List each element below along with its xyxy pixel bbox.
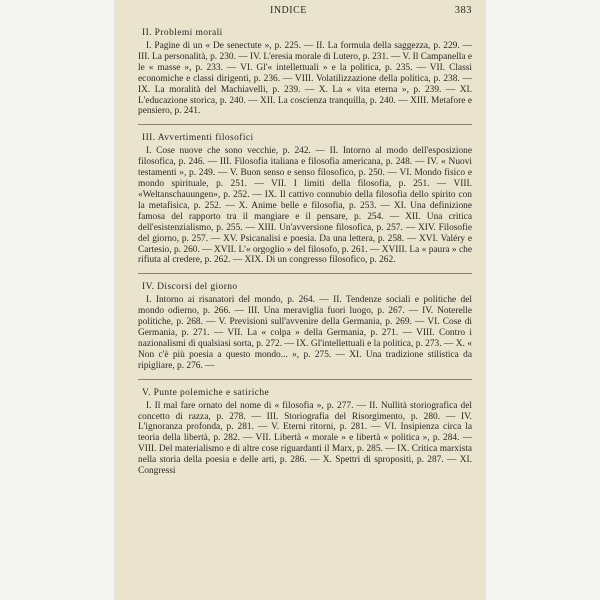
section-heading: IV. Discorsi del giorno <box>142 282 238 293</box>
index-content <box>138 28 472 484</box>
index-section <box>138 133 472 266</box>
page-number: 383 <box>454 5 472 16</box>
section-entries: I. Cose nuove che sono vecchie, p. 242. — II. Intorno al modo dell'esposizione filosofica, p. 246. — III. Filosofia italiana e filosofia americana, p. 248. — IV. « Nuovi testamenti », p. 249. — V. Buon senso e senso filosofico, p. 250. — VI. Mondo fisico e mondo spirituale, p. 251. — VII. I limiti della filosofia, p. 251. — VIII. «Weltanschauungen», p. 252. — IX. Il cattivo connubio della filosofia dello spirito con la metafisica, p. 252. — X. Anime belle e filosofia, p. 253. — XI. Una definizione famosa del rapporto tra il mangiare e il pensare, p. 254. — XII. Una critica dell'esistenzialismo, p. 255. — XIII. Un'avversione filosofica, p. 257. — XIV. Filosofie del giorno, p. 257. — XV. Psicanalisi e poesia. Da una lettera, p. 258. — XVI. Valéry e Cartesio, p. 260. — XVII. L'« orgoglio » del filosofo, p. 261. — XVIII. La « paura » che rifiuta al credere, p. 262. — XIX. Di un congresso filosofico, p. 262. <box>138 146 472 266</box>
index-section <box>138 388 472 477</box>
section-entries: I. Il mal fare ornato del nome di « filosofia », p. 277. — II. Nullità storiografica del concetto di razza, p. 278. — III. Storiografia del Risorgimento, p. 280. — IV. L'ignoranza profonda, p. 281. — V. Eterni ritorni, p. 281. — VI. Insipienza circa la teoria della libertà, p. 282. — VII. Libertà « morale » e libertà « politica », p. 284. — VIII. Del materialismo e di altre cose riguardanti il Marx, p. 285. — IX. Critica marxista nella storia della poesia e delle arti, p. 286. — X. Spettri di spropositi, p. 287. — XI. Congressi <box>138 400 472 477</box>
section-heading: II. Problemi morali <box>142 28 223 38</box>
book-page <box>115 0 485 600</box>
running-header <box>115 5 485 21</box>
section-heading: III. Avvertimenti filosofici <box>142 133 254 144</box>
index-section <box>138 282 472 371</box>
section-divider <box>138 273 472 274</box>
section-heading: V. Punte polemiche e satiriche <box>142 387 270 398</box>
section-divider <box>138 379 472 380</box>
index-section <box>138 28 472 117</box>
section-entries: I. Intorno ai risanatori del mondo, p. 264. — II. Tendenze sociali e politiche del mondo odierno, p. 266. — III. Una meraviglia fuori luogo, p. 267. — IV. Noterelle politiche, p. 268. — V. Previsioni sull'avvenire della Germania, p. 269. — VI. Cose di Germania, p. 271. — VII. La « colpa » della Germania, p. 271. — VIII. Contro i nazionalismi di qualsiasi sorta, p. 272. — IX. Gl'intellettuali e la politica, p. 273. — X. « Non c'è più poesia a questo mondo... », p. 275. — XI. Una tradizione stilistica da ripigliare, p. 276. — <box>138 295 472 371</box>
header-title: INDICE <box>270 5 307 16</box>
section-entries: I. Pagine di un « De senectute », p. 225. — II. La formula della saggezza, p. 229. — III. La personalità, p. 230. — IV. L'eresia morale di Lutero, p. 231. — V. Il Campanella e le « masse », p. 233. — VI. Gl'« intellettuali » e la politica, p. 235. — VII. Classi economiche e classi dirigenti, p. 236. — VIII. Volatilizzazione della politica, p. 238. — IX. La moralità del Machiavelli, p. 239. — X. La « vita eterna », p. 239. — XI. L'educazione storica, p. 240. — XII. La coscienza tranquilla, p. 240. — XIII. Metafore e pensiero, p. 241. <box>138 41 472 117</box>
section-divider <box>138 124 472 125</box>
